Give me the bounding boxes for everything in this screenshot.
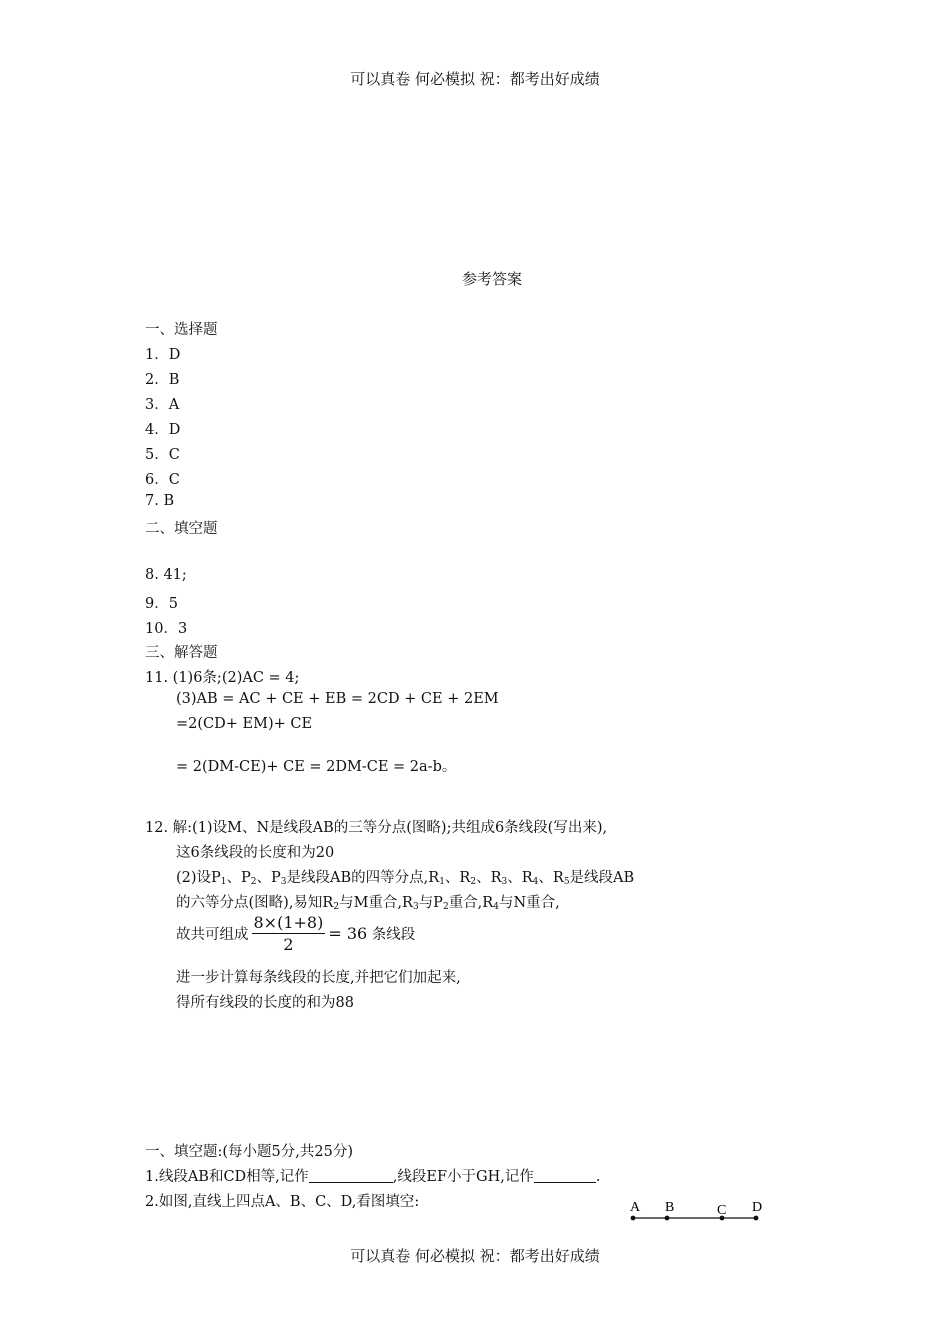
q12-line-2: 这6条线段的长度和为20 — [176, 845, 335, 861]
q11-line-2: (3)AB = AC + CE + EB = 2CD + CE + 2EM — [176, 691, 499, 707]
q12-line-3: (2)设$P_1$、$P_2$、$P_3$是线段AB的四等分点$,R_1$、$R_2$、$R_3$、$R_4$、$R_5$是线段AB — [176, 870, 635, 887]
fill-question-1: 1.线段AB和CD相等,记作 ,线段EF小于GH,记作 . — [145, 1169, 601, 1185]
q11-line-4: = 2(DM-CE)+ CE = 2DM-CE = 2a-b。 — [176, 759, 457, 775]
fraction-numerator: 8×(1+8) — [253, 913, 324, 932]
q12-line-1: 12. 解:(1)设M、N是线段AB的三等分点(图略);共组成6条线段(写出来), — [145, 820, 608, 836]
answer-4: 4．D — [145, 422, 181, 438]
section1-heading: 一、选择题 — [145, 322, 218, 338]
answer-9: 9．5 — [145, 596, 178, 612]
point-a — [631, 1216, 636, 1221]
answer-blank[interactable] — [309, 1168, 393, 1183]
label-c: C — [717, 1203, 727, 1218]
answer-5: 5．C — [145, 447, 180, 463]
page-header: 可以真卷 何必模拟 祝：都考出好成绩 — [350, 70, 600, 88]
q12-line-5: 故共可组成 $\frac{8\times(1+8)}{2}$ = 36 条线段 — [176, 913, 416, 954]
answer-2: 2．B — [145, 372, 180, 388]
fill-question-2: 2.如图,直线上四点A、B、C、D,看图填空: — [145, 1194, 420, 1210]
answer-7: 7. B — [145, 493, 175, 509]
answer-6: 6．C — [145, 472, 180, 488]
q12-line-7: 得所有线段的长度的和为88 — [176, 995, 354, 1011]
label-b: B — [665, 1200, 675, 1215]
fraction-denominator: 2 — [283, 935, 294, 954]
line-points-figure — [622, 1196, 772, 1226]
label-d: D — [752, 1200, 763, 1215]
label-a: A — [630, 1200, 641, 1215]
q12-line-4: 的六等分点(图略),易知$R_2$与M重合$,R_3$与$P_2$重合$,R_4$与N重合, — [176, 895, 560, 912]
answer-1: 1．D — [145, 347, 181, 363]
fill-blank-heading: 一、填空题:(每小题5分,共25分) — [145, 1144, 353, 1160]
q12-line-6: 进一步计算每条线段的长度,并把它们加起来, — [176, 970, 461, 986]
section2-heading: 二、填空题 — [145, 521, 218, 537]
answer-blank[interactable] — [534, 1168, 596, 1183]
answer-8: 8. 41; — [145, 567, 187, 583]
q11-line-1: 11. (1)6条;(2)AC = 4; — [145, 670, 300, 686]
section3-heading: 三、解答题 — [145, 645, 218, 661]
page-footer: 可以真卷 何必模拟 祝：都考出好成绩 — [350, 1247, 600, 1265]
answer-3: 3．A — [145, 397, 180, 413]
answer-10: 10．3 — [145, 621, 188, 637]
q11-line-3: =2(CD+ EM)+ CE — [176, 716, 313, 732]
point-d — [754, 1216, 759, 1221]
point-b — [665, 1216, 670, 1221]
page-title: 参考答案 — [461, 270, 522, 288]
fraction — [252, 913, 326, 954]
